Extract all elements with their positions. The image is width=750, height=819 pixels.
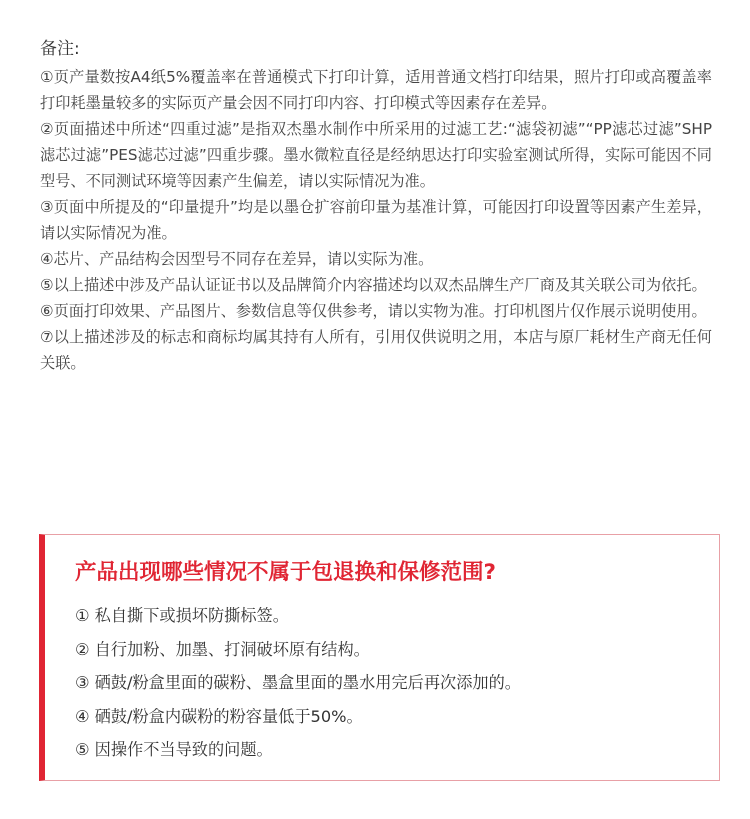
warranty-exclusion-item-4: ④ 硒鼓/粉盒内碳粉的粉容量低于50%。 bbox=[75, 706, 363, 726]
warranty-exclusion-item-3: ③ 硒鼓/粉盒里面的碳粉、墨盒里面的墨水用完后再次添加的。 bbox=[75, 673, 521, 692]
notes-item-2: ②页面描述中所述“四重过滤”是指双杰墨水制作中所采用的过滤工艺:“滤袋初滤”“PP滤芯过滤”SHP滤芯过滤”PES滤芯过滤”四重步骤。墨水微粒直径是经纳思达打印实验室测试所得，实际可能因不同型号、不同测试环境等因素产生偏差，请以实际情况为准。 bbox=[40, 120, 712, 190]
warranty-exclusion-title: 产品出现哪些情况不属于包退换和保修范围? bbox=[75, 560, 496, 585]
warranty-exclusion-list bbox=[75, 599, 521, 767]
notes-item-3: ③页面中所提及的“印量提升”均是以墨仓扩容前印量为基准计算，可能因打印设置等因素产生差异，请以实际情况为准。 bbox=[40, 198, 712, 242]
warranty-exclusion-box bbox=[39, 534, 720, 781]
notes-title: 备注: bbox=[40, 39, 80, 59]
notes-item-1: ①页产量数按A4纸5%覆盖率在普通模式下打印计算，适用普通文档打印结果，照片打印或高覆盖率打印耗墨量较多的实际页产量会因不同打印内容、打印模式等因素存在差异。 bbox=[40, 68, 712, 112]
notes-item-5: ⑤以上描述中涉及产品认证证书以及品牌简介内容描述均以双杰品牌生产厂商及其关联公司为依托。 bbox=[40, 276, 707, 294]
warranty-exclusion-item-5: ⑤ 因操作不当导致的问题。 bbox=[75, 740, 273, 759]
notes-item-4: ④芯片、产品结构会因型号不同存在差异，请以实际为准。 bbox=[40, 250, 434, 268]
notes-section bbox=[40, 36, 712, 376]
warranty-exclusion-item-2: ② 自行加粉、加墨、打洞破坏原有结构。 bbox=[75, 639, 370, 659]
notes-item-7: ⑦以上描述涉及的标志和商标均属其持有人所有，引用仅供说明之用，本店与原厂耗材生产商无任何关联。 bbox=[40, 328, 712, 372]
notes-item-6: ⑥页面打印效果、产品图片、参数信息等仅供参考，请以实物为准。打印机图片仅作展示说明使用。 bbox=[40, 302, 707, 320]
warranty-exclusion-item-1: ① 私自撕下或损坏防撕标签。 bbox=[75, 606, 289, 625]
